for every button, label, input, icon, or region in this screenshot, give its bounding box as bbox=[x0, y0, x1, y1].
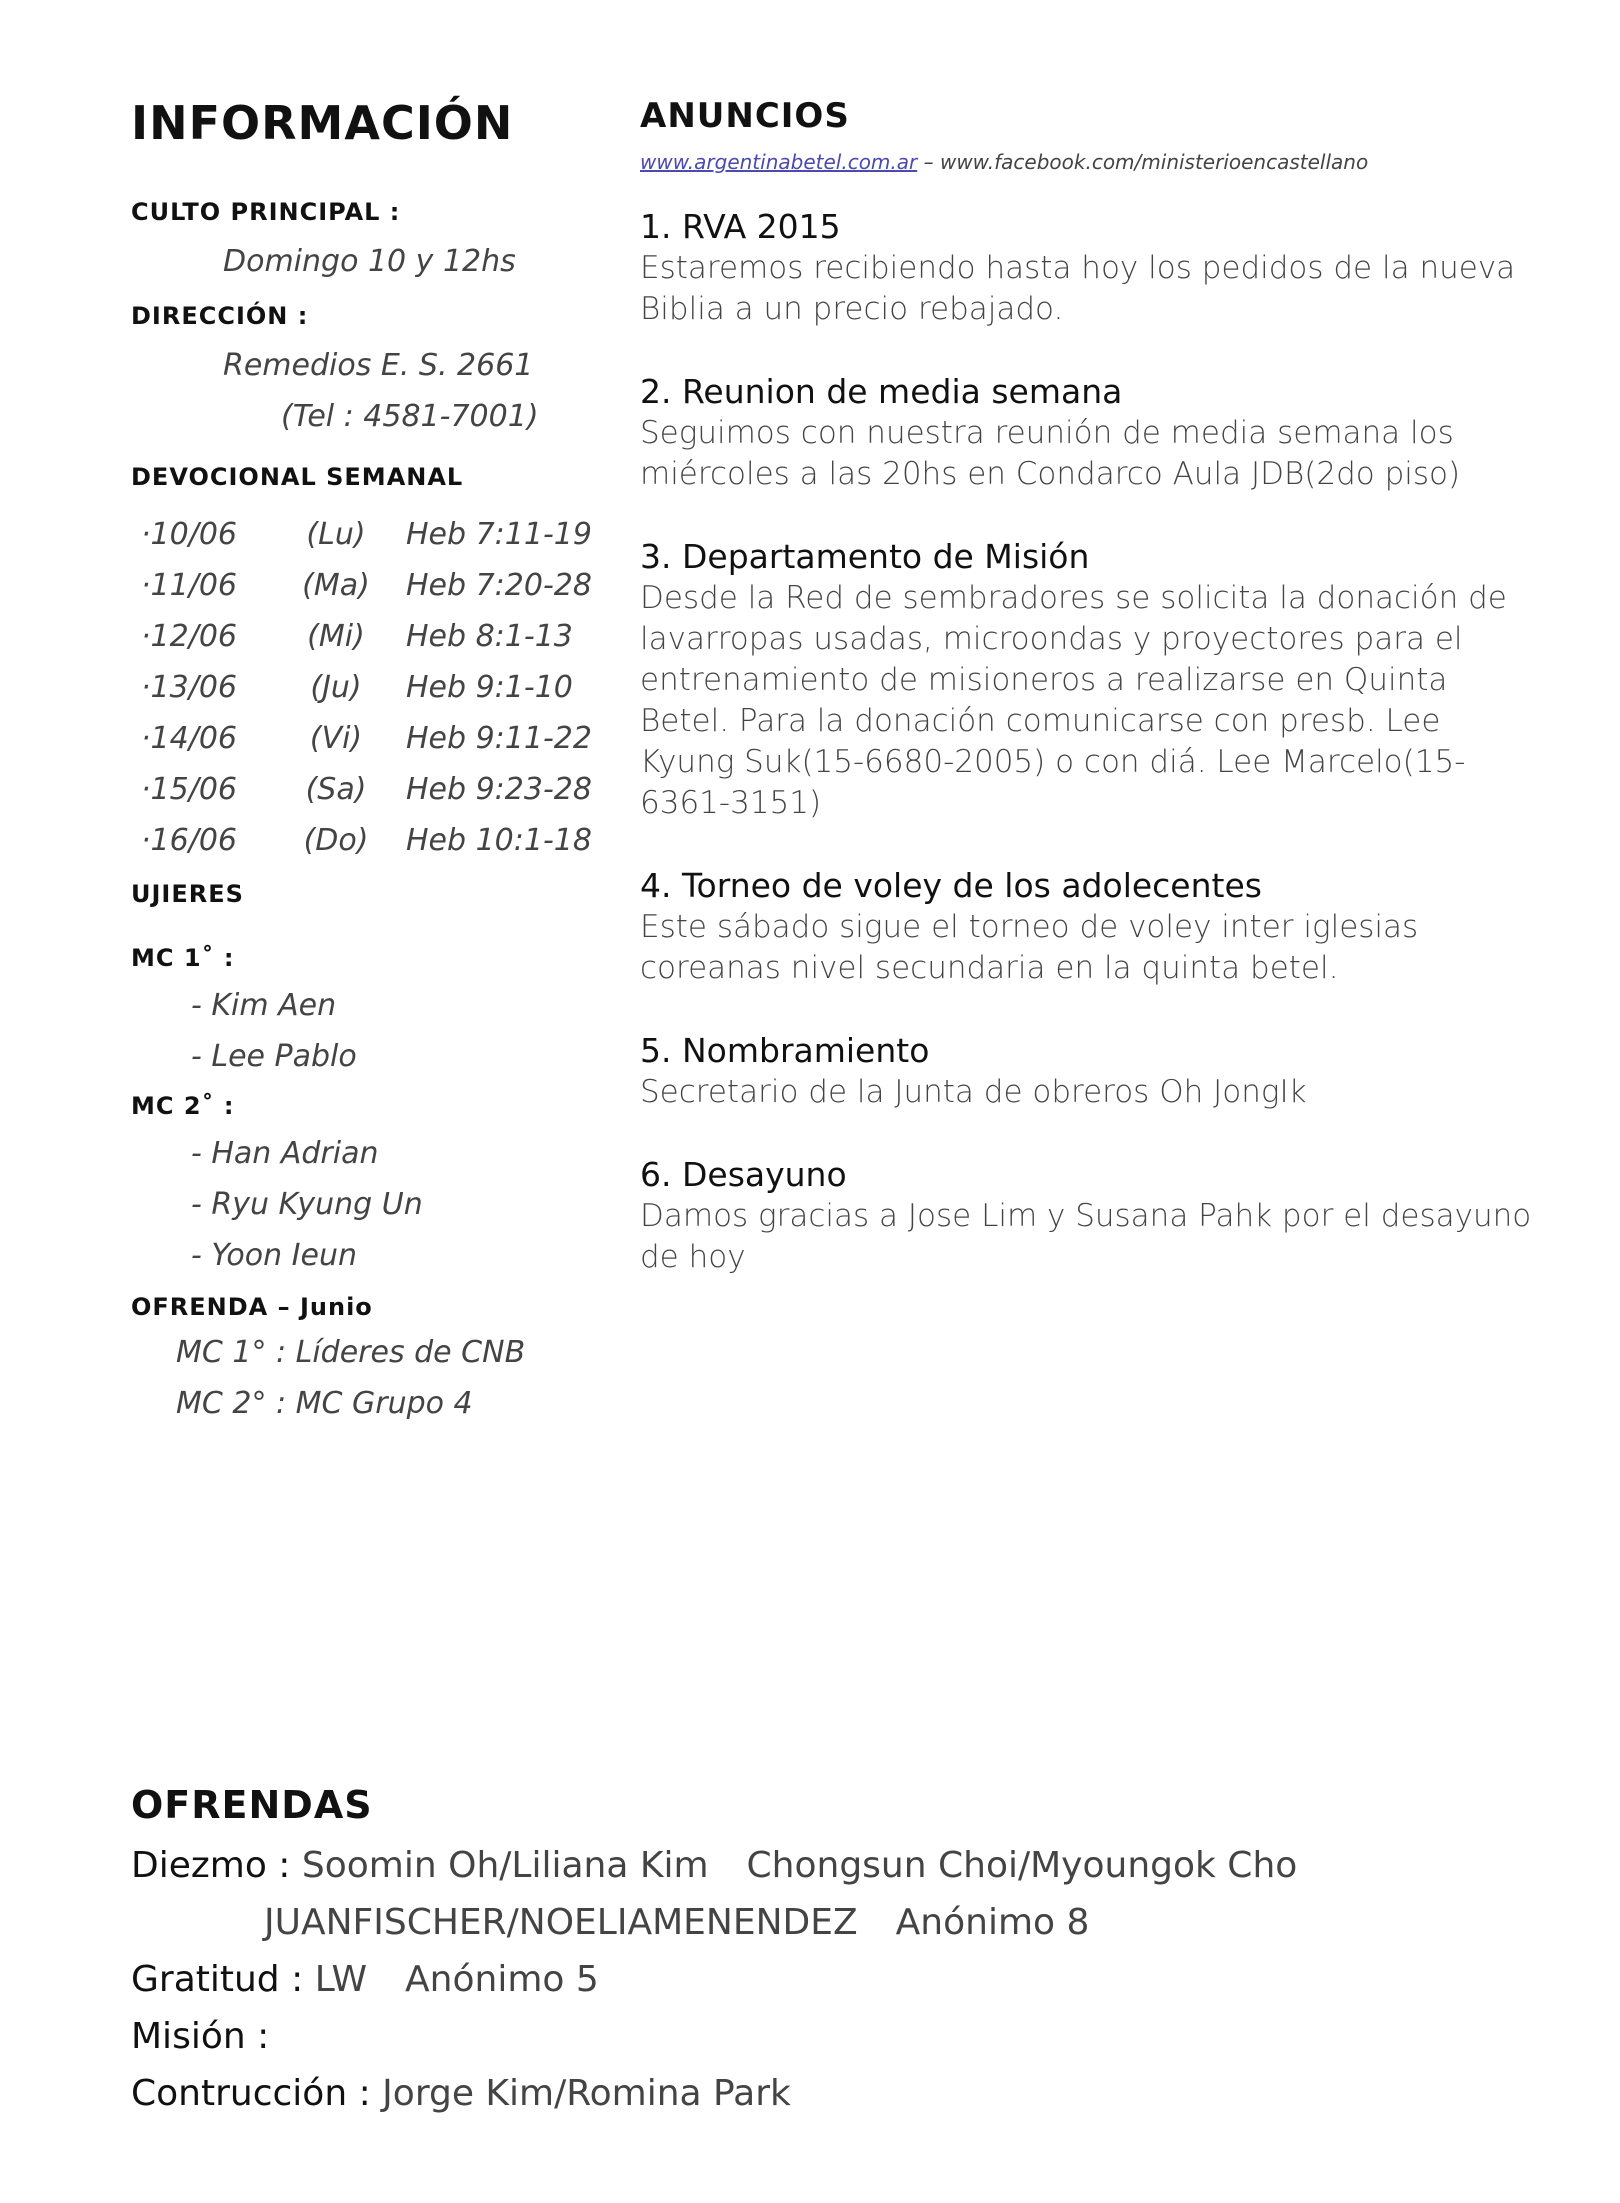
mision-label: Misión : bbox=[131, 2016, 270, 2057]
anuncio-item bbox=[640, 1154, 1540, 1278]
diezmo-line bbox=[131, 1837, 1531, 1894]
devocional-row: ·11/06 (Ma) Heb 7:20-28 bbox=[141, 568, 592, 603]
diezmo-name: Chongsun Choi/Myoungok Cho bbox=[746, 1845, 1298, 1886]
diezmo-name: Soomin Oh/Liliana Kim bbox=[301, 1845, 709, 1886]
anuncio-item bbox=[640, 1030, 1540, 1113]
direccion-label: DIRECCIÓN : bbox=[131, 302, 309, 330]
diezmo-line-cont bbox=[131, 1894, 1531, 1951]
anuncio-body: Secretario de la Junta de obreros Oh JongIk bbox=[640, 1074, 1307, 1110]
devocional-row: ·12/06 (Mi) Heb 8:1-13 bbox=[141, 619, 573, 654]
diezmo-name: Anónimo 8 bbox=[895, 1902, 1090, 1943]
ujier-item: - Ryu Kyung Un bbox=[191, 1187, 423, 1222]
anuncio-item bbox=[640, 865, 1540, 989]
anuncio-title: 1. RVA 2015 bbox=[640, 207, 841, 246]
devocional-row: ·15/06 (Sa) Heb 9:23-28 bbox=[141, 772, 592, 807]
anuncio-item bbox=[640, 536, 1540, 824]
ujier-item: - Yoon Ieun bbox=[191, 1238, 357, 1273]
devocional-row: ·10/06 (Lu) Heb 7:11-19 bbox=[141, 517, 592, 552]
anuncios-title: ANUNCIOS bbox=[640, 96, 850, 136]
ofrenda-item: MC 1° : Líderes de CNB bbox=[176, 1335, 526, 1370]
info-column bbox=[131, 96, 601, 1429]
devocional-label: DEVOCIONAL SEMANAL bbox=[131, 463, 464, 491]
devocional-row: ·13/06 (Ju) Heb 9:1-10 bbox=[141, 670, 573, 705]
ofrendas-title: OFRENDAS bbox=[131, 1783, 373, 1827]
anuncio-title: 4. Torneo de voley de los adolecentes bbox=[640, 866, 1262, 905]
anuncio-body: Estaremos recibiendo hasta hoy los pedidos de la nueva Biblia a un precio rebajado. bbox=[640, 250, 1516, 327]
gratitud-line bbox=[131, 1951, 1531, 2008]
facebook-link: www.facebook.com/ministerioencastellano bbox=[939, 150, 1369, 174]
links-line bbox=[640, 150, 1540, 174]
anuncio-title: 3. Departamento de Misión bbox=[640, 537, 1090, 576]
mc2-label: MC 2˚ : bbox=[131, 1092, 235, 1120]
links-separator: – bbox=[917, 150, 940, 174]
anuncios-column bbox=[640, 96, 1540, 1319]
construccion-label: Contrucción : bbox=[131, 2073, 371, 2114]
devocional-row: ·14/06 (Vi) Heb 9:11-22 bbox=[141, 721, 592, 756]
ujier-item: - Kim Aen bbox=[191, 988, 337, 1023]
anuncio-title: 5. Nombramiento bbox=[640, 1031, 930, 1070]
devocional-row: ·16/06 (Do) Heb 10:1-18 bbox=[141, 823, 592, 858]
mision-line bbox=[131, 2008, 1531, 2065]
anuncio-body: Desde la Red de sembradores se solicita la donación de lavarropas usadas, microondas y proyectores para el entrenamiento de misioneros a realizarse en Quinta Betel. Para la donación comunicarse con presb. Lee Kyung Suk(15-6680-2005) o con diá. Lee Marcelo(15-6361-3151) bbox=[640, 580, 1507, 821]
ujieres-label: UJIERES bbox=[131, 880, 244, 908]
info-title: INFORMACIÓN bbox=[131, 96, 514, 150]
construccion-name: Jorge Kim/Romina Park bbox=[382, 2073, 791, 2114]
anuncio-body: Seguimos con nuestra reunión de media semana los miércoles a las 20hs en Condarco Aula JDB(2do piso) bbox=[640, 415, 1461, 492]
anuncio-item bbox=[640, 206, 1540, 330]
gratitud-label: Gratitud : bbox=[131, 1959, 304, 2000]
anuncio-body: Damos gracias a Jose Lim y Susana Pahk por el desayuno de hoy bbox=[640, 1198, 1532, 1275]
mc1-label: MC 1˚ : bbox=[131, 944, 235, 972]
website-link[interactable]: www.argentinabetel.com.ar bbox=[640, 150, 918, 174]
culto-value: Domingo 10 y 12hs bbox=[223, 244, 516, 279]
ofrendas-section bbox=[131, 1783, 1531, 2122]
anuncio-title: 6. Desayuno bbox=[640, 1155, 847, 1194]
anuncio-item bbox=[640, 371, 1540, 495]
culto-label: CULTO PRINCIPAL : bbox=[131, 198, 401, 226]
ofrenda-label: OFRENDA – Junio bbox=[131, 1293, 373, 1321]
devocional-list bbox=[131, 509, 601, 866]
gratitud-name: Anónimo 5 bbox=[405, 1959, 599, 2000]
diezmo-name: JUANFISCHER/NOELIAMENENDEZ bbox=[264, 1902, 858, 1943]
construccion-line bbox=[131, 2065, 1531, 2122]
anuncio-body: Este sábado sigue el torneo de voley inter iglesias coreanas nivel secundaria en la quinta betel. bbox=[640, 909, 1419, 986]
ofrenda-item: MC 2° : MC Grupo 4 bbox=[176, 1386, 473, 1421]
anuncio-title: 2. Reunion de media semana bbox=[640, 372, 1123, 411]
telefono: (Tel : 4581-7001) bbox=[281, 399, 539, 434]
ujier-item: - Han Adrian bbox=[191, 1136, 379, 1171]
direccion-value: Remedios E. S. 2661 bbox=[223, 348, 534, 383]
diezmo-label: Diezmo : bbox=[131, 1845, 291, 1886]
gratitud-name: LW bbox=[314, 1959, 368, 2000]
ujier-item: - Lee Pablo bbox=[191, 1039, 357, 1074]
